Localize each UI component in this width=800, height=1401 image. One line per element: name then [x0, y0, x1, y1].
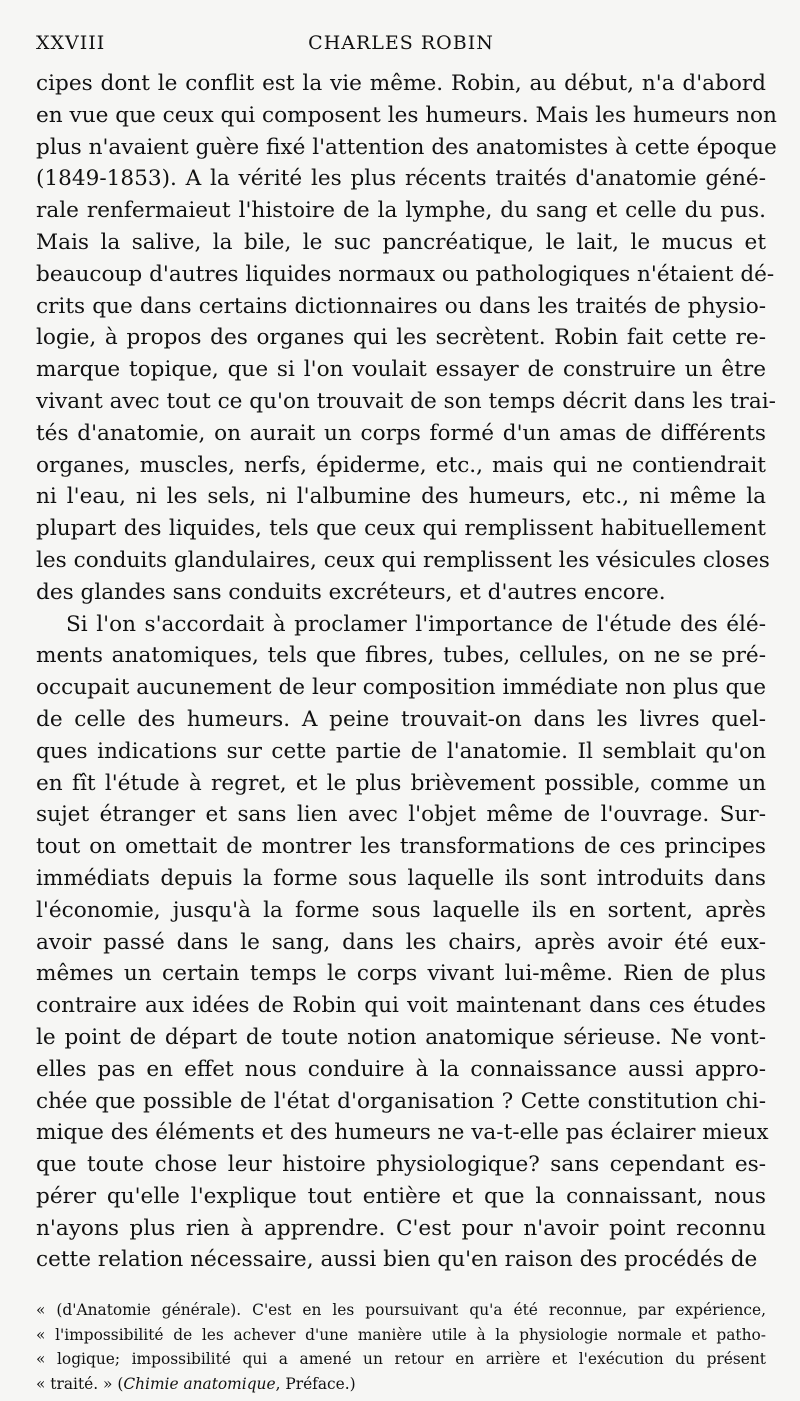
footnote-line: « l'impossibilité de les achever d'une manière utile à la physiologie normale et patho-: [36, 1325, 766, 1344]
page-header: [36, 28, 766, 62]
footnote: [36, 1298, 766, 1396]
paragraph-1: [36, 68, 777, 609]
text-line: cipes dont le conflit est la vie même. Robin, au début, n'a d'abord: [36, 71, 766, 96]
page-number: XXVIII: [36, 32, 106, 54]
body-text: [36, 68, 777, 1276]
text-line: organes, muscles, nerfs, épiderme, etc., mais qui ne contiendrait: [36, 452, 766, 478]
text-line: beaucoup d'autres liquides normaux ou pathologiques n'étaient dé-: [36, 261, 775, 287]
text-line: crits que dans certains dictionnaires ou dans les traités de physio-: [36, 293, 766, 319]
text-line: (1849-1853). A la vérité les plus récents traités d'anatomie géné-: [36, 166, 766, 192]
text-line: tés d'anatomie, on aurait un corps formé d'un amas de différents: [36, 420, 766, 446]
text-line: chée que possible de l'état d'organisation ? Cette constitution chi-: [36, 1088, 766, 1114]
text-line: vivant avec tout ce qu'on trouvait de son temps décrit dans les trai-: [36, 388, 776, 414]
text-line: Si l'on s'accordait à proclamer l'importance de l'étude des élé-: [66, 611, 766, 637]
text-line: pérer qu'elle l'explique tout entière et que la connaissant, nous: [36, 1183, 766, 1209]
text-line: rale renfermaieut l'histoire de la lymphe, du sang et celle du pus.: [36, 198, 766, 224]
text-line: occupait aucunement de leur composition immédiate non plus que: [36, 675, 766, 701]
text-line: plupart des liquides, tels que ceux qui remplissent habituellement: [36, 516, 766, 542]
text-line: en fît l'étude à regret, et le plus brièvement possible, comme un: [36, 770, 766, 796]
text-line: tout on omettait de montrer les transformations de ces principes: [36, 834, 766, 860]
text-line: n'ayons plus rien à apprendre. C'est pour n'avoir point reconnu: [36, 1215, 766, 1241]
text-line: en vue que ceux qui composent les humeurs. Mais les humeurs non: [36, 102, 777, 128]
book-title: Chimie anatomique: [123, 1374, 276, 1393]
text-line: ques indications sur cette partie de l'anatomie. Il semblait qu'on: [36, 738, 766, 764]
footnote-line: « logique; impossibilité qui a amené un retour en arrière et l'exécution du présent: [36, 1350, 766, 1369]
text-line: mêmes un certain temps le corps vivant lui-même. Rien de plus: [36, 961, 766, 987]
text-line: des glandes sans conduits excréteurs, et d'autres encore.: [36, 579, 666, 605]
text-line: elles pas en effet nous conduire à la connaissance aussi appro-: [36, 1056, 766, 1082]
text-line: de celle des humeurs. A peine trouvait-on dans les livres quel-: [36, 706, 766, 732]
text-line: ments anatomiques, tels que fibres, tubes, cellules, on ne se pré-: [36, 643, 766, 669]
text-line: cette relation nécessaire, aussi bien qu'en raison des procédés de: [36, 1247, 758, 1273]
text-line: immédiats depuis la forme sous laquelle ils sont introduits dans: [36, 865, 766, 891]
text-line: Mais la salive, la bile, le suc pancréatique, le lait, le mucus et: [36, 229, 766, 255]
text-line: plus n'avaient guère fixé l'attention des anatomistes à cette époque: [36, 134, 777, 160]
text-line: que toute chose leur histoire physiologique? sans cependant es-: [36, 1152, 766, 1178]
text-line: mique des éléments et des humeurs ne va-t-elle pas éclairer mieux: [36, 1120, 769, 1146]
text-line: ni l'eau, ni les sels, ni l'albumine des humeurs, etc., ni même la: [36, 484, 766, 510]
text-line: avoir passé dans le sang, dans les chairs, après avoir été eux-: [36, 929, 766, 955]
footnote-line: « traité. » (Chimie anatomique, Préface.): [36, 1374, 356, 1393]
text-line: marque topique, que si l'on voulait essayer de construire un être: [36, 357, 766, 383]
running-title: CHARLES ROBIN: [308, 32, 494, 54]
text-line: sujet étranger et sans lien avec l'objet même de l'ouvrage. Sur-: [36, 802, 766, 828]
text-line: les conduits glandulaires, ceux qui remplissent les vésicules closes: [36, 547, 770, 573]
text-line: contraire aux idées de Robin qui voit maintenant dans ces études: [36, 993, 766, 1019]
paragraph-2: [36, 609, 769, 1277]
footnote-line: « (d'Anatomie générale). C'est en les poursuivant qu'a été reconnue, par expérience,: [36, 1301, 766, 1320]
text-line: logie, à propos des organes qui les secrètent. Robin fait cette re-: [36, 325, 766, 351]
text-line: l'économie, jusqu'à la forme sous laquelle ils en sortent, après: [36, 897, 766, 923]
text-line: le point de départ de toute notion anatomique sérieuse. Ne vont-: [36, 1024, 766, 1050]
